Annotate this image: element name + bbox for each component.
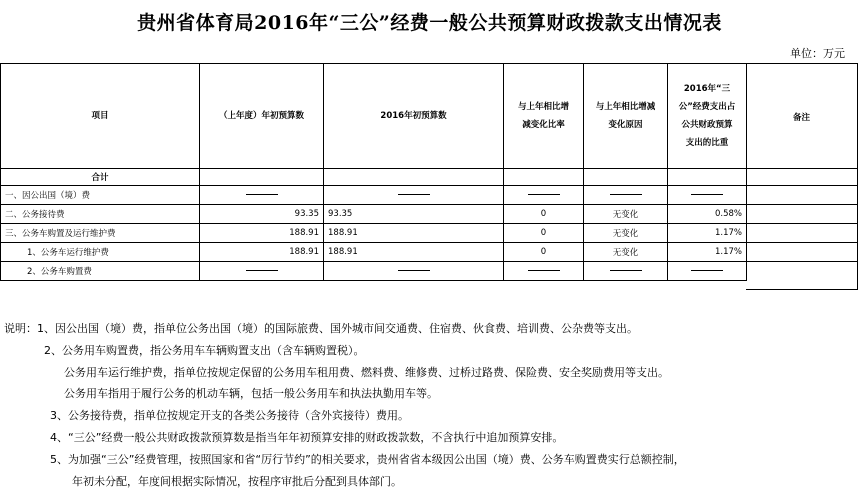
note-line: 公务用车运行维护费，指单位按规定保留的公务用车租用费、燃料费、维修费、过桥过路费、保险费、安全奖励费用等支出。 [64,365,669,379]
dash-mark [246,270,278,271]
note-line: 5、为加强“三公”经费管理，按照国家和省“厉行节约”的相关要求，贵州省省本级因公出国（境）费、公务车购置费实行总额控制， [50,452,685,466]
header-budget-2016: 2016年初预算数 [324,64,504,169]
dash-mark [398,194,430,195]
table-row [1,205,747,224]
page-title: 贵州省体育局2016年“三公”经费一般公共预算财政拨款支出情况表 [137,12,722,34]
dash-mark [691,270,723,271]
row-item: 一、因公出国（境）费 [1,186,200,205]
row-prev: 188.91 [200,224,324,243]
expenditure-table [0,63,747,281]
row-cur: 93.35 [324,205,504,224]
note-line: 说明：1、因公出国（境）费，指单位公务出国（境）的国际旅费、国外城市间交通费、住宿费、伙食费、培训费、公杂费等支出。 [4,322,638,335]
remark-column [746,63,858,290]
row-cur: 188.91 [324,224,504,243]
unit-label: 单位：万元 [790,47,845,60]
dash-mark [610,194,642,195]
header-share: 2016年“三公”经费支出占公共财政预算支出的比重 [668,64,747,169]
row-cur: 188.91 [324,243,504,262]
total-row [1,169,747,186]
row-prev: 93.35 [200,205,324,224]
row-rate: 0 [504,243,584,262]
row-item: 二、公务接待费 [1,205,200,224]
row-reason: 无变化 [584,243,668,262]
note-line: 4、“三公”经费一般公共财政拨款预算数是指当年年初预算安排的财政拨款数，不含执行中追加预算安排。 [50,430,564,444]
note-line: 2、公务用车购置费，指公务用车车辆购置支出（含车辆购置税）。 [44,343,365,357]
notes-section [4,318,854,492]
table-row [1,243,747,262]
row-share: 0.58% [668,205,747,224]
row-share: 1.17% [668,243,747,262]
row-share: 1.17% [668,224,747,243]
row-item: 三、公务车购置及运行维护费 [1,224,200,243]
row-reason: 无变化 [584,205,668,224]
row-rate: 0 [504,224,584,243]
row-item: 1、公务车运行维护费 [1,243,200,262]
note-line: 年初未分配，年度间根据实际情况，按程序审批后分配到具体部门。 [72,474,402,488]
header-change-rate: 与上年相比增减变化比率 [504,64,584,169]
header-remark: 备注 [792,113,810,123]
dash-mark [610,270,642,271]
total-label: 合计 [1,169,200,186]
table-header-row [1,64,747,169]
header-prev-budget: （上年度）年初预算数 [200,64,324,169]
row-prev: 188.91 [200,243,324,262]
row-rate: 0 [504,205,584,224]
table-row [1,224,747,243]
dash-mark [528,194,560,195]
dash-mark [398,270,430,271]
note-line: 3、公务接待费，指单位按规定开支的各类公务接待（含外宾接待）费用。 [50,409,409,423]
table-row [1,186,747,205]
note-line: 公务用车指用于履行公务的机动车辆，包括一般公务用车和执法执勤用车等。 [64,387,438,401]
header-change-reason: 与上年相比增减变化原因 [584,64,668,169]
row-item: 2、公务车购置费 [1,262,200,281]
header-item: 项目 [1,64,200,169]
row-reason: 无变化 [584,224,668,243]
dash-mark [246,194,278,195]
table-row [1,262,747,281]
dash-mark [528,270,560,271]
dash-mark [691,194,723,195]
